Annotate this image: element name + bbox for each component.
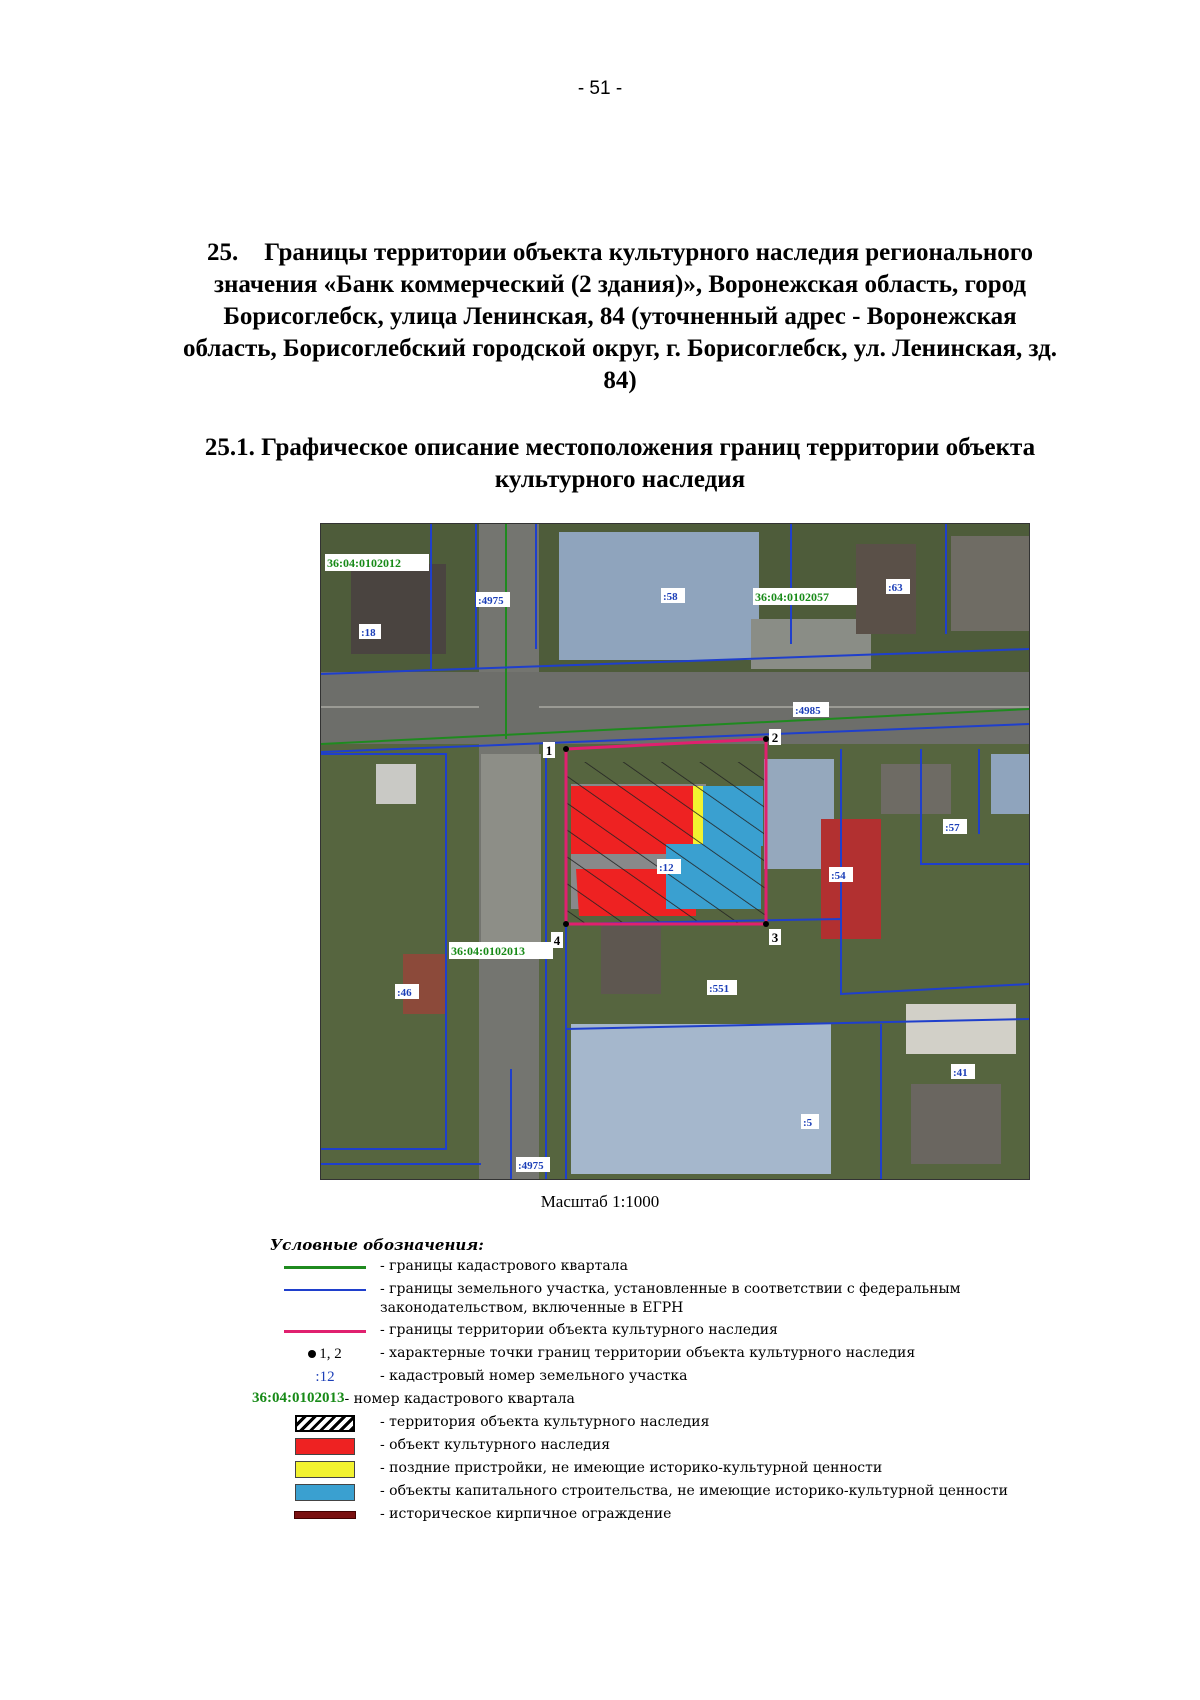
point-symbol-text: 1, 2 <box>319 1345 342 1362</box>
parcel-label: :4975 <box>478 595 504 607</box>
legend-item-text: - границы кадастрового квартала <box>380 1258 628 1274</box>
section-title: Границы территории объекта культурного наследия регионального значения «Банк коммерческий (2 здания)», Воронежская область, город Борисоглебск, улица Ленинская, 84 (уточненный адрес - Воронежская область, Борисоглебский городской округ, г. Борисоглебск, ул. Ленинская, зд. 84) <box>182 239 1058 394</box>
parcel-label: :58 <box>663 591 678 603</box>
legend-item-text: - историческое кирпичное ограждение <box>380 1506 672 1522</box>
parcel-label: :46 <box>397 987 412 999</box>
boundary-point-label: 2 <box>771 730 779 745</box>
boundary-point-label: 4 <box>553 933 561 948</box>
parcel-label: :57 <box>945 822 960 834</box>
map-scale: Масштаб 1:1000 <box>540 1192 660 1211</box>
heritage-boundary-line-symbol <box>284 1330 366 1333</box>
parcel-label: :54 <box>831 870 846 882</box>
legend-item-text: - объекты капитального строительства, не имеющие историко-культурной ценности <box>380 1483 1008 1499</box>
parcel-boundary-line-symbol <box>284 1289 366 1291</box>
heritage-territory-hatch-symbol <box>295 1415 355 1432</box>
parcel-label: :18 <box>361 627 376 639</box>
legend-item <box>252 1390 1100 1410</box>
quarter-label: 36:04:0102012 <box>327 556 401 570</box>
legend-item <box>270 1413 1100 1433</box>
boundary-point-label: 3 <box>771 930 779 945</box>
parcel-label: :551 <box>709 983 730 995</box>
parcel-label: :5 <box>803 1117 813 1129</box>
legend-item <box>270 1436 1100 1456</box>
cadastral-map <box>320 523 1030 1180</box>
section-heading <box>180 237 1060 397</box>
late-extension-swatch <box>295 1461 355 1478</box>
parcel-label: :4975 <box>518 1160 544 1172</box>
legend-item <box>270 1257 1100 1277</box>
subsection-title: Графическое описание местоположения границ территории объекта культурного наследия <box>261 434 1036 493</box>
parcel-label: :41 <box>953 1067 968 1079</box>
quarter-label: 36:04:0102013 <box>451 944 525 958</box>
quarter-boundary-line-symbol <box>284 1266 366 1269</box>
legend-title: Условные обозначения: <box>270 1236 484 1254</box>
legend-item-text: - номер кадастрового квартала <box>344 1391 575 1407</box>
legend-item-text: - кадастровый номер земельного участка <box>380 1368 688 1384</box>
legend-item <box>270 1505 1100 1525</box>
page-number: - 51 - <box>577 78 623 99</box>
legend-item-text: - границы земельного участка, установленные в соответствии с федеральным законодательством, включенные в ЕГРН <box>380 1281 961 1316</box>
legend-item-text: - границы территории объекта культурного наследия <box>380 1322 778 1338</box>
boundary-point-label: 1 <box>545 743 553 758</box>
heritage-object-swatch <box>295 1438 355 1455</box>
point-marker-icon <box>308 1350 316 1358</box>
subsection-heading <box>180 432 1060 496</box>
quarter-label: 36:04:0102057 <box>755 590 829 604</box>
map-legend <box>252 1236 1100 1528</box>
legend-item <box>270 1280 1100 1318</box>
parcel-label: :12 <box>659 862 674 874</box>
legend-item-text: - поздние пристройки, не имеющие историко-культурной ценности <box>380 1460 883 1476</box>
capital-construction-swatch <box>295 1484 355 1501</box>
parcel-label: :63 <box>888 582 903 594</box>
quarter-number-symbol: 36:04:0102013 <box>252 1390 345 1406</box>
legend-item <box>270 1367 1100 1387</box>
legend-item-text: - объект культурного наследия <box>380 1437 611 1453</box>
parcel-label: :4985 <box>795 705 821 717</box>
legend-item <box>270 1344 1100 1364</box>
legend-item <box>270 1459 1100 1479</box>
subsection-number: 25.1. <box>204 434 255 461</box>
parcel-number-symbol: :12 <box>315 1368 335 1385</box>
legend-item <box>270 1321 1100 1341</box>
legend-item-text: - территория объекта культурного наследия <box>380 1414 710 1430</box>
legend-item <box>270 1482 1100 1502</box>
legend-item-text: - характерные точки границ территории объекта культурного наследия <box>380 1345 916 1361</box>
brick-fence-symbol <box>294 1511 356 1519</box>
section-number: 25. <box>206 239 239 266</box>
